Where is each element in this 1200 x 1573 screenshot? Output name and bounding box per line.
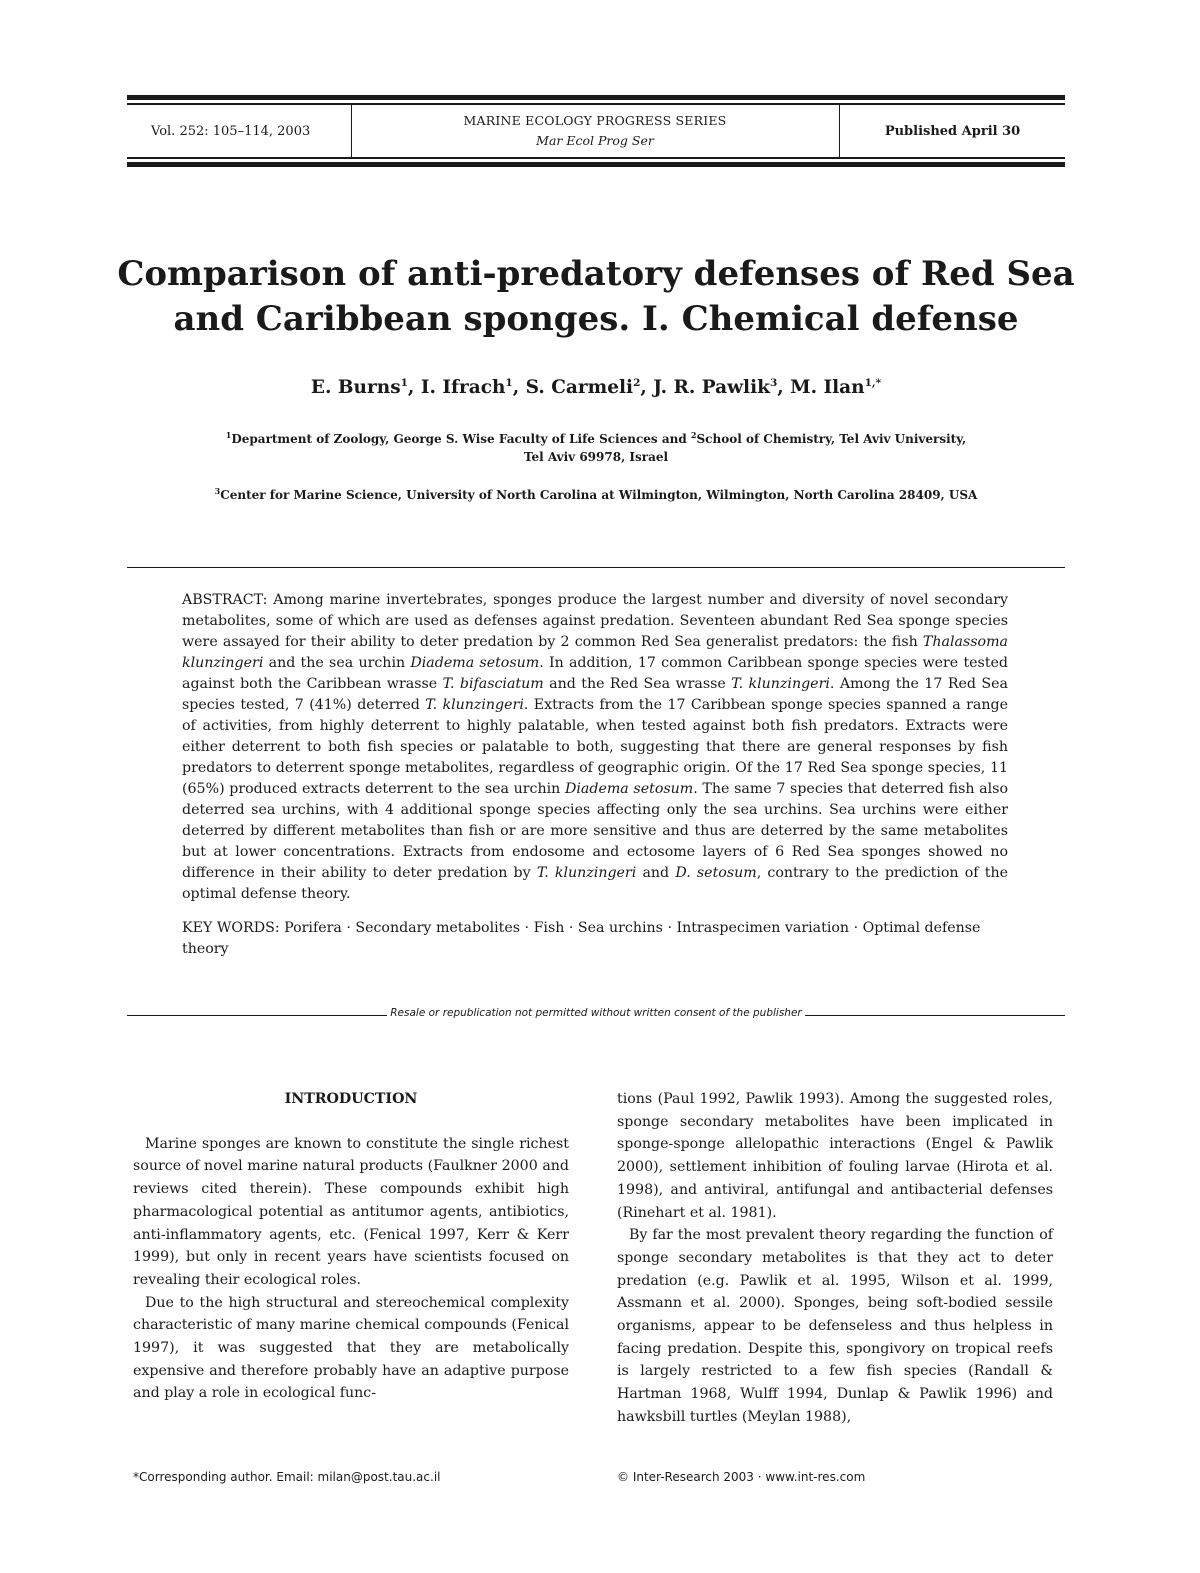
journal-header: [127, 95, 1065, 170]
paragraph: Due to the high structural and stereochemical complexity characteristic of many marine chemical compounds (Fenical 1997), it was suggested that they are metabolically expensive and therefore probably have an adaptive purpose and play a role in ecological func-: [133, 1294, 569, 1402]
title-line-2: and Caribbean sponges. I. Chemical defense: [173, 299, 1019, 339]
body-column-left: [133, 1088, 569, 1405]
author-name: J. R. Pawlik: [653, 377, 770, 399]
header-rule-top: [127, 95, 1065, 100]
title-line-1: Comparison of anti-predatory defenses of Red Sea: [117, 254, 1075, 294]
author-name: S. Carmeli: [525, 377, 634, 399]
journal-abbreviation: Mar Ecol Prog Ser: [536, 133, 654, 148]
abstract-rule: [127, 567, 1065, 568]
author-affiliation-mark: 1,*: [864, 377, 882, 389]
author-list: E. Burns$^1$, I. Ifrach$^1$, S. Carmeli$^2$, J. R. Pawlik$^3$, M. Ilan$^{1,*}$: [310, 377, 882, 399]
paragraph: By far the most prevalent theory regarding the function of sponge secondary metabolites is that they act to deter predation (e.g. Pawlik et al. 1995, Wilson et al. 1999, Assmann et al. 2000). Sponges, being soft-bodied sessile organisms, appear to be defenseless and thus helpless in facing predation. Despite this, spongivory on tropical reefs is largely restricted to a few fish species (Randall & Hartman 1968, Wulff 1994, Dunlap & Pawlik 1996) and hawksbill turtles (Meylan 1988),: [617, 1227, 1053, 1425]
copyright-notice: © Inter-Research 2003 · www.int-res.com: [617, 1470, 866, 1484]
corresponding-author-footnote: *Corresponding author. Email: milan@post.tau.ac.il: [133, 1470, 441, 1484]
affiliation-1: [100, 426, 1092, 466]
author-name: I. Ifrach: [420, 377, 506, 399]
journal-name-block: [351, 103, 839, 159]
author-affiliation-mark: 1: [505, 377, 513, 389]
abstract: [182, 590, 1008, 960]
author-name: M. Ilan: [790, 377, 865, 399]
body-column-right: [617, 1088, 1053, 1429]
publication-date: Published April 30: [884, 123, 1021, 139]
paragraph: tions (Paul 1992, Pawlik 1993). Among the suggested roles, sponge secondary metabolites have been implicated in sponge-sponge allelopathic interactions (Engel & Pawlik 2000), settlement inhibition of fouling larvae (Hirota et al. 1998), and antiviral, antifungal and antibacterial defenses (Rinehart et al. 1981).: [617, 1091, 1053, 1221]
abstract-text: ABSTRACT: Among marine invertebrates, sponges produce the largest number and diversity of novel secondary metabolites, some of which are used as defenses against predation. Seventeen abundant Red Sea sponge species were assayed for their ability to deter predation by 2 common Red Sea generalist predators: the fish Thalassoma klunzingeri and the sea urchin Diadema setosum. In addition, 17 common Caribbean sponge species were tested against both the Caribbean wrasse T. bifasciatum and the Red Sea wrasse T. klunzingeri. Among the 17 Red Sea species tested, 7 (41%) deterred T. klunzingeri. Extracts from the 17 Caribbean sponge species spanned a range of activities, from highly deterrent to highly palatable, when tested against both fish predators. Extracts were either deterrent to both fish species or palatable to both, suggesting that there are general responses by fish predators to deterrent sponge metabolites, regardless of geographic origin. Of the 17 Red Sea sponge species, 11 (65%) produced extracts deterrent to the sea urchin Diadema setosum. The same 7 species that deterred fish also deterred sea urchins, with 4 additional sponge species affecting only the sea urchins. Sea urchins were either deterred by different metabolites than fish or are more sensitive and thus are deterred by the same metabolites but at lower concentrations. Extracts from endosome and ectosome layers of 6 Red Sea sponges showed no difference in their ability to deter predation by T. klunzingeri and D. setosum, contrary to the prediction of the optimal defense theory.: [182, 592, 1009, 902]
author-affiliation-mark: 1: [400, 377, 408, 389]
author-name: E. Burns: [310, 377, 401, 399]
affiliation-2: $^3$Center for Marine Science, University of North Carolina at Wilmington, Wilmington, North Carolina 28409, USA: [214, 486, 978, 502]
volume-info: Vol. 252: 105–114, 2003: [151, 123, 311, 139]
republication-notice: [127, 1007, 1065, 1023]
header-rule-bottom-thin: [127, 157, 1065, 159]
affiliation-1-line-1: $^1$Department of Zoology, George S. Wise Faculty of Life Sciences and $^2$School of Chemistry, Tel Aviv University,: [225, 430, 967, 446]
paragraph: Marine sponges are known to constitute the single richest source of novel marine natural products (Faulkner 2000 and reviews cited therein). These compounds exhibit high pharmacological potential as antitumor agents, antibiotics, anti-inflammatory agents, etc. (Fenical 1997, Kerr & Kerr 1999), but only in recent years have scientists focused on revealing their ecological roles.: [133, 1135, 569, 1288]
author-affiliation-mark: 3: [769, 377, 778, 389]
header-rule-bottom: [127, 162, 1065, 167]
notice-text: Resale or republication not permitted without written consent of the publisher: [387, 1007, 804, 1019]
journal-name: MARINE ECOLOGY PROGRESS SERIES: [463, 113, 727, 128]
affiliation-1-line-2: Tel Aviv 69978, Israel: [523, 450, 669, 464]
paper-title: [100, 252, 1092, 342]
author-affiliation-mark: 2: [633, 377, 641, 389]
section-heading-introduction: INTRODUCTION: [284, 1091, 418, 1107]
keywords: KEY WORDS: Porifera · Secondary metabolites · Fish · Sea urchins · Intraspecimen variation · Optimal defense theory: [182, 920, 981, 957]
